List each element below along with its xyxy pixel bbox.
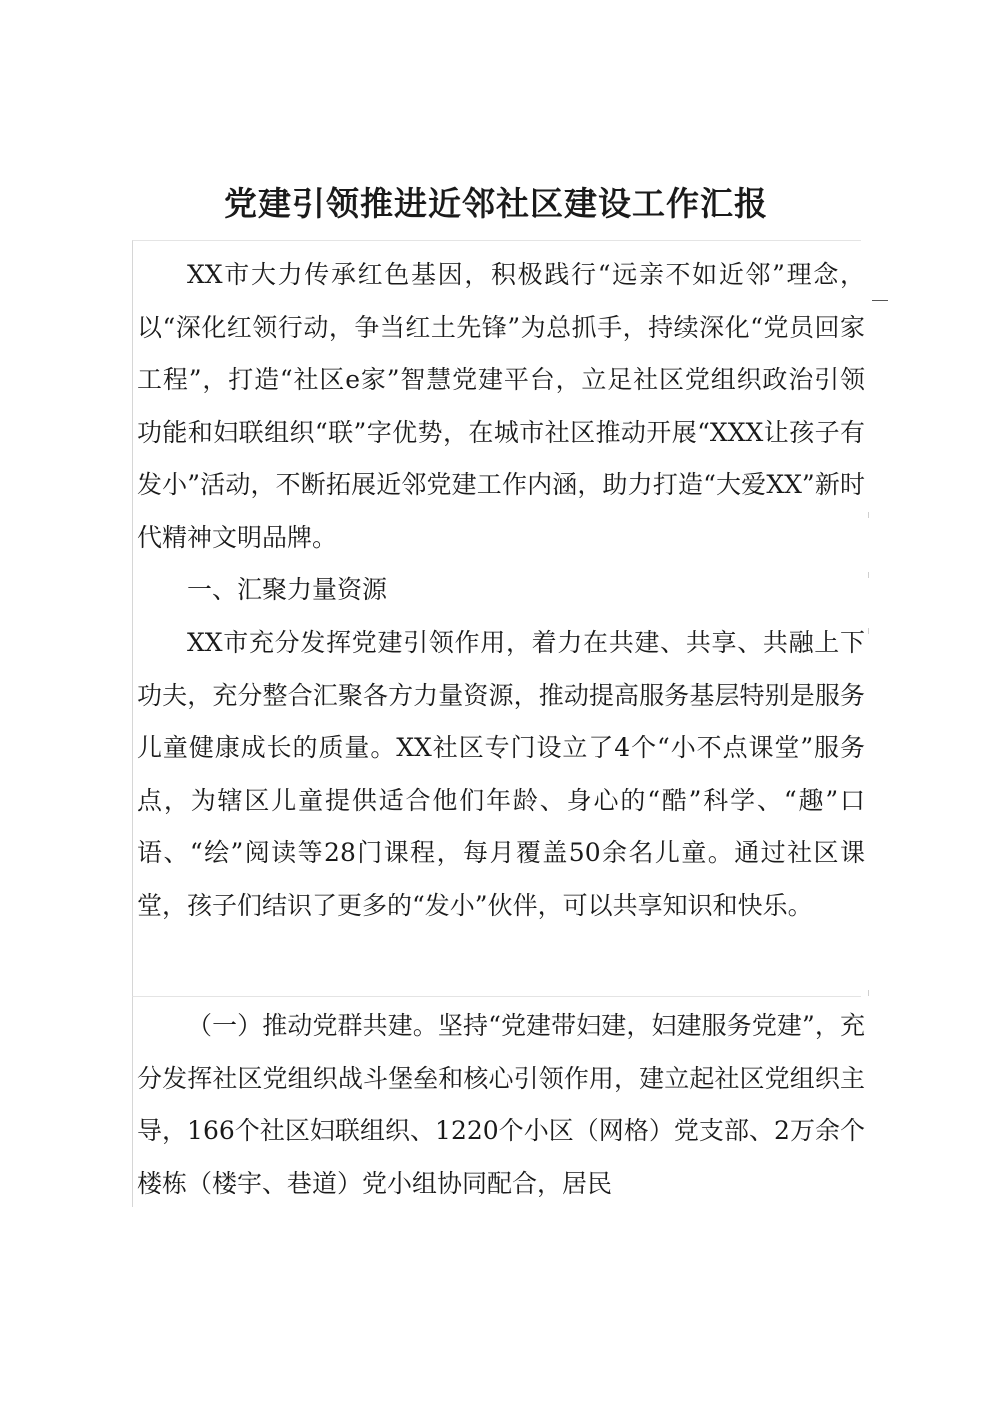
section-heading: 一、汇聚力量资源 [187, 575, 388, 604]
document-body-block [132, 996, 865, 1207]
intro-paragraph: XX市大力传承红色基因，积极践行“远亲不如近邻”理念，以“深化红领行动，争当红土先锋”为总抓手，持续深化“党员回家工程”，打造“社区e家”智慧党建平台，立足社区党组织政治引领功能和妇联组织“联”字优势，在城市社区推动开展“XXX让孩子有发小”活动，不断拓展近邻党建工作内涵，助力打造“大爱XX”新时代精神文明品牌。 [137, 260, 865, 552]
section-paragraph: XX市充分发挥党建引领作用，着力在共建、共享、共融上下功夫，充分整合汇聚各方力量资源，推动提高服务基层特别是服务儿童健康成长的质量。XX社区专门设立了4个“小不点课堂”服务点，为辖区儿童提供适合他们年龄、身心的“酷”科学、“趣”口语、“绘”阅读等28门课程，每月覆盖50余名儿童。通过社区课堂，孩子们结识了更多的“发小”伙伴，可以共享知识和快乐。 [137, 628, 865, 920]
subsection-paragraph: （一）推动党群共建。坚持“党建带妇建，妇建服务党建”，充分发挥社区党组织战斗堡垒和核心引领作用，建立起社区党组织主导，166个社区妇联组织、1220个小区（网格）党支部、2万余个楼栋（楼宇、巷道）党小组协同配合，居民 [137, 1011, 865, 1198]
margin-mark [872, 300, 888, 301]
document-title: 党建引领推进近邻社区建设工作汇报 [224, 184, 768, 223]
document-body-block [132, 240, 865, 997]
